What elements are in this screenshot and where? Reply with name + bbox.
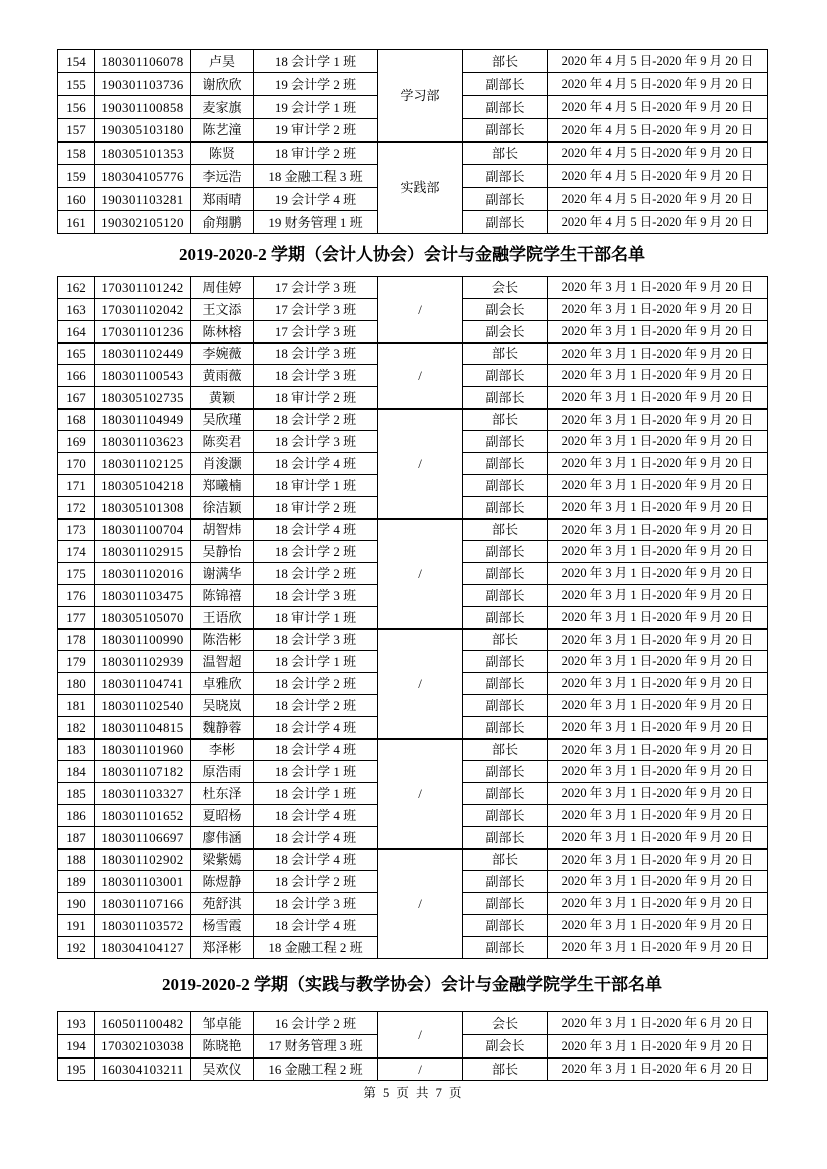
class-cell: 18 会计学 1 班 [254, 783, 378, 805]
department-cell: / [378, 519, 463, 629]
row-number-cell: 171 [58, 475, 95, 497]
table-row [58, 849, 768, 871]
term-cell: 2020 年 4 月 5 日-2020 年 9 月 20 日 [548, 73, 768, 96]
student-id-cell: 180301103475 [95, 585, 191, 607]
position-cell: 部长 [463, 1058, 548, 1081]
position-cell: 副部长 [463, 165, 548, 188]
class-cell: 18 审计学 2 班 [254, 387, 378, 409]
table-row [58, 50, 768, 73]
student-id-cell: 180305101308 [95, 497, 191, 519]
class-cell: 18 会计学 1 班 [254, 50, 378, 73]
student-name-cell: 吴欢仪 [191, 1058, 254, 1081]
student-name-cell: 黄颖 [191, 387, 254, 409]
row-number-cell: 193 [58, 1012, 95, 1035]
row-number-cell: 186 [58, 805, 95, 827]
row-number-cell: 176 [58, 585, 95, 607]
position-cell: 副会长 [463, 299, 548, 321]
term-cell: 2020 年 3 月 1 日-2020 年 9 月 20 日 [548, 783, 768, 805]
student-id-cell: 170301102042 [95, 299, 191, 321]
student-id-cell: 180301101960 [95, 739, 191, 761]
term-cell: 2020 年 3 月 1 日-2020 年 9 月 20 日 [548, 431, 768, 453]
table-row [58, 519, 768, 541]
term-cell: 2020 年 3 月 1 日-2020 年 9 月 20 日 [548, 475, 768, 497]
term-cell: 2020 年 3 月 1 日-2020 年 9 月 20 日 [548, 365, 768, 387]
position-cell: 副部长 [463, 453, 548, 475]
term-cell: 2020 年 3 月 1 日-2020 年 9 月 20 日 [548, 915, 768, 937]
term-cell: 2020 年 3 月 1 日-2020 年 9 月 20 日 [548, 849, 768, 871]
student-id-cell: 190302105120 [95, 211, 191, 234]
class-cell: 18 会计学 4 班 [254, 915, 378, 937]
student-id-cell: 180301107166 [95, 893, 191, 915]
student-id-cell: 180301102915 [95, 541, 191, 563]
student-name-cell: 李彬 [191, 739, 254, 761]
position-cell: 副会长 [463, 321, 548, 343]
class-cell: 18 会计学 4 班 [254, 739, 378, 761]
row-number-cell: 194 [58, 1035, 95, 1058]
row-number-cell: 155 [58, 73, 95, 96]
position-cell: 副部长 [463, 119, 548, 142]
position-cell: 副部长 [463, 387, 548, 409]
row-number-cell: 169 [58, 431, 95, 453]
row-number-cell: 166 [58, 365, 95, 387]
class-cell: 19 审计学 2 班 [254, 119, 378, 142]
table-row [58, 1012, 768, 1035]
row-number-cell: 195 [58, 1058, 95, 1081]
class-cell: 18 金融工程 3 班 [254, 165, 378, 188]
student-id-cell: 180305101353 [95, 142, 191, 165]
class-cell: 18 会计学 2 班 [254, 541, 378, 563]
class-cell: 18 审计学 2 班 [254, 142, 378, 165]
row-number-cell: 189 [58, 871, 95, 893]
row-number-cell: 163 [58, 299, 95, 321]
document-body [57, 49, 767, 1081]
position-cell: 副部长 [463, 73, 548, 96]
term-cell: 2020 年 4 月 5 日-2020 年 9 月 20 日 [548, 142, 768, 165]
student-id-cell: 180301106697 [95, 827, 191, 849]
student-name-cell: 胡智炜 [191, 519, 254, 541]
student-name-cell: 原浩雨 [191, 761, 254, 783]
department-cell: / [378, 629, 463, 739]
student-name-cell: 王语欣 [191, 607, 254, 629]
row-number-cell: 156 [58, 96, 95, 119]
student-name-cell: 麦家旗 [191, 96, 254, 119]
section-title: 2019-2020-2 学期（会计人协会）会计与金融学院学生干部名单 [178, 245, 646, 264]
student-name-cell: 吴欣瑾 [191, 409, 254, 431]
student-id-cell: 160304103211 [95, 1058, 191, 1081]
class-cell: 18 会计学 4 班 [254, 849, 378, 871]
student-id-cell: 180301103001 [95, 871, 191, 893]
term-cell: 2020 年 3 月 1 日-2020 年 9 月 20 日 [548, 321, 768, 343]
department-cell: / [378, 1058, 463, 1081]
student-id-cell: 180301100990 [95, 629, 191, 651]
term-cell: 2020 年 3 月 1 日-2020 年 9 月 20 日 [548, 827, 768, 849]
term-cell: 2020 年 3 月 1 日-2020 年 9 月 20 日 [548, 717, 768, 739]
department-cell: 学习部 [378, 50, 463, 142]
term-cell: 2020 年 3 月 1 日-2020 年 9 月 20 日 [548, 607, 768, 629]
position-cell: 副部长 [463, 673, 548, 695]
class-cell: 18 审计学 2 班 [254, 497, 378, 519]
department-cell: / [378, 739, 463, 849]
class-cell: 19 会计学 4 班 [254, 188, 378, 211]
class-cell: 16 会计学 2 班 [254, 1012, 378, 1035]
position-cell: 副部长 [463, 563, 548, 585]
student-name-cell: 肖浚灏 [191, 453, 254, 475]
student-id-cell: 190301100858 [95, 96, 191, 119]
position-cell: 副部长 [463, 937, 548, 959]
student-id-cell: 180301102540 [95, 695, 191, 717]
row-number-cell: 154 [58, 50, 95, 73]
table-row [58, 343, 768, 365]
class-cell: 18 会计学 4 班 [254, 717, 378, 739]
table-row [58, 1058, 768, 1081]
term-cell: 2020 年 3 月 1 日-2020 年 9 月 20 日 [548, 585, 768, 607]
student-id-cell: 180304105776 [95, 165, 191, 188]
row-number-cell: 175 [58, 563, 95, 585]
student-name-cell: 俞翔鹏 [191, 211, 254, 234]
class-cell: 18 金融工程 2 班 [254, 937, 378, 959]
student-id-cell: 180305105070 [95, 607, 191, 629]
term-cell: 2020 年 4 月 5 日-2020 年 9 月 20 日 [548, 50, 768, 73]
row-number-cell: 181 [58, 695, 95, 717]
student-name-cell: 陈浩彬 [191, 629, 254, 651]
term-cell: 2020 年 3 月 1 日-2020 年 9 月 20 日 [548, 805, 768, 827]
position-cell: 副部长 [463, 541, 548, 563]
student-id-cell: 180301102939 [95, 651, 191, 673]
row-number-cell: 173 [58, 519, 95, 541]
table-row [58, 142, 768, 165]
table-row [58, 277, 768, 299]
class-cell: 18 审计学 1 班 [254, 475, 378, 497]
roster-table-3 [57, 1011, 768, 1081]
student-id-cell: 180301104949 [95, 409, 191, 431]
student-name-cell: 周佳婷 [191, 277, 254, 299]
term-cell: 2020 年 3 月 1 日-2020 年 9 月 20 日 [548, 299, 768, 321]
row-number-cell: 183 [58, 739, 95, 761]
position-cell: 副部长 [463, 651, 548, 673]
term-cell: 2020 年 3 月 1 日-2020 年 6 月 20 日 [548, 1058, 768, 1081]
student-name-cell: 陈林榕 [191, 321, 254, 343]
student-name-cell: 陈晓艳 [191, 1035, 254, 1058]
term-cell: 2020 年 4 月 5 日-2020 年 9 月 20 日 [548, 211, 768, 234]
table-row [58, 629, 768, 651]
student-name-cell: 陈艺潼 [191, 119, 254, 142]
row-number-cell: 182 [58, 717, 95, 739]
student-name-cell: 吴静怡 [191, 541, 254, 563]
position-cell: 副部长 [463, 585, 548, 607]
student-name-cell: 吴晓岚 [191, 695, 254, 717]
class-cell: 18 会计学 2 班 [254, 871, 378, 893]
student-name-cell: 陈贤 [191, 142, 254, 165]
position-cell: 部长 [463, 343, 548, 365]
position-cell: 部长 [463, 629, 548, 651]
term-cell: 2020 年 3 月 1 日-2020 年 9 月 20 日 [548, 343, 768, 365]
position-cell: 副部长 [463, 717, 548, 739]
position-cell: 副部长 [463, 96, 548, 119]
student-id-cell: 190301103736 [95, 73, 191, 96]
class-cell: 18 会计学 3 班 [254, 585, 378, 607]
class-cell: 18 会计学 2 班 [254, 695, 378, 717]
term-cell: 2020 年 3 月 1 日-2020 年 9 月 20 日 [548, 541, 768, 563]
term-cell: 2020 年 3 月 1 日-2020 年 9 月 20 日 [548, 629, 768, 651]
student-id-cell: 180301102449 [95, 343, 191, 365]
class-cell: 18 会计学 1 班 [254, 651, 378, 673]
department-cell: / [378, 277, 463, 343]
class-cell: 18 会计学 4 班 [254, 827, 378, 849]
student-id-cell: 170301101242 [95, 277, 191, 299]
student-name-cell: 徐洁颖 [191, 497, 254, 519]
row-number-cell: 172 [58, 497, 95, 519]
position-cell: 副部长 [463, 761, 548, 783]
class-cell: 18 会计学 1 班 [254, 761, 378, 783]
class-cell: 18 会计学 2 班 [254, 673, 378, 695]
department-cell: / [378, 849, 463, 959]
student-name-cell: 黄雨薇 [191, 365, 254, 387]
student-name-cell: 李婉薇 [191, 343, 254, 365]
department-cell: 实践部 [378, 142, 463, 234]
table-row [58, 409, 768, 431]
row-number-cell: 190 [58, 893, 95, 915]
term-cell: 2020 年 4 月 5 日-2020 年 9 月 20 日 [548, 165, 768, 188]
student-name-cell: 卓雅欣 [191, 673, 254, 695]
class-cell: 19 财务管理 1 班 [254, 211, 378, 234]
position-cell: 部长 [463, 849, 548, 871]
position-cell: 副部长 [463, 695, 548, 717]
term-cell: 2020 年 3 月 1 日-2020 年 9 月 20 日 [548, 1035, 768, 1058]
department-cell: / [378, 1012, 463, 1058]
student-id-cell: 180301100543 [95, 365, 191, 387]
position-cell: 副部长 [463, 783, 548, 805]
class-cell: 18 会计学 4 班 [254, 805, 378, 827]
term-cell: 2020 年 3 月 1 日-2020 年 9 月 20 日 [548, 497, 768, 519]
row-number-cell: 157 [58, 119, 95, 142]
section-title: 2019-2020-2 学期（实践与教学协会）会计与金融学院学生干部名单 [161, 975, 663, 994]
term-cell: 2020 年 4 月 5 日-2020 年 9 月 20 日 [548, 119, 768, 142]
student-id-cell: 180301104741 [95, 673, 191, 695]
position-cell: 部长 [463, 50, 548, 73]
student-name-cell: 温智超 [191, 651, 254, 673]
row-number-cell: 158 [58, 142, 95, 165]
student-name-cell: 郑雨晴 [191, 188, 254, 211]
row-number-cell: 167 [58, 387, 95, 409]
term-cell: 2020 年 4 月 5 日-2020 年 9 月 20 日 [548, 96, 768, 119]
roster-table-2 [57, 276, 768, 959]
student-id-cell: 180305102735 [95, 387, 191, 409]
position-cell: 副部长 [463, 827, 548, 849]
student-name-cell: 郑曦楠 [191, 475, 254, 497]
term-cell: 2020 年 3 月 1 日-2020 年 9 月 20 日 [548, 937, 768, 959]
position-cell: 部长 [463, 739, 548, 761]
term-cell: 2020 年 3 月 1 日-2020 年 9 月 20 日 [548, 695, 768, 717]
position-cell: 副部长 [463, 497, 548, 519]
row-number-cell: 184 [58, 761, 95, 783]
class-cell: 18 会计学 3 班 [254, 365, 378, 387]
student-id-cell: 180301102902 [95, 849, 191, 871]
row-number-cell: 174 [58, 541, 95, 563]
position-cell: 会长 [463, 277, 548, 299]
term-cell: 2020 年 3 月 1 日-2020 年 9 月 20 日 [548, 739, 768, 761]
row-number-cell: 164 [58, 321, 95, 343]
position-cell: 副部长 [463, 188, 548, 211]
student-id-cell: 170302103038 [95, 1035, 191, 1058]
student-name-cell: 陈奕君 [191, 431, 254, 453]
row-number-cell: 187 [58, 827, 95, 849]
student-name-cell: 李远浩 [191, 165, 254, 188]
term-cell: 2020 年 3 月 1 日-2020 年 9 月 20 日 [548, 651, 768, 673]
term-cell: 2020 年 4 月 5 日-2020 年 9 月 20 日 [548, 188, 768, 211]
row-number-cell: 192 [58, 937, 95, 959]
class-cell: 17 财务管理 3 班 [254, 1035, 378, 1058]
class-cell: 19 会计学 1 班 [254, 96, 378, 119]
class-cell: 18 会计学 2 班 [254, 409, 378, 431]
student-name-cell: 杨雪霞 [191, 915, 254, 937]
row-number-cell: 165 [58, 343, 95, 365]
class-cell: 18 会计学 3 班 [254, 629, 378, 651]
student-id-cell: 180305104218 [95, 475, 191, 497]
row-number-cell: 180 [58, 673, 95, 695]
position-cell: 副部长 [463, 805, 548, 827]
class-cell: 18 会计学 3 班 [254, 893, 378, 915]
class-cell: 19 会计学 2 班 [254, 73, 378, 96]
student-name-cell: 苑舒淇 [191, 893, 254, 915]
class-cell: 18 会计学 4 班 [254, 519, 378, 541]
student-id-cell: 180301107182 [95, 761, 191, 783]
student-id-cell: 170301101236 [95, 321, 191, 343]
class-cell: 16 金融工程 2 班 [254, 1058, 378, 1081]
row-number-cell: 162 [58, 277, 95, 299]
term-cell: 2020 年 3 月 1 日-2020 年 9 月 20 日 [548, 453, 768, 475]
department-cell: / [378, 343, 463, 409]
student-name-cell: 王文添 [191, 299, 254, 321]
student-name-cell: 陈锦禧 [191, 585, 254, 607]
student-id-cell: 180301102125 [95, 453, 191, 475]
student-id-cell: 180301102016 [95, 563, 191, 585]
student-id-cell: 180301103623 [95, 431, 191, 453]
table-row [58, 739, 768, 761]
student-id-cell: 180301100704 [95, 519, 191, 541]
class-cell: 18 会计学 2 班 [254, 563, 378, 585]
position-cell: 部长 [463, 409, 548, 431]
term-cell: 2020 年 3 月 1 日-2020 年 9 月 20 日 [548, 871, 768, 893]
position-cell: 副部长 [463, 475, 548, 497]
position-cell: 副部长 [463, 365, 548, 387]
term-cell: 2020 年 3 月 1 日-2020 年 9 月 20 日 [548, 387, 768, 409]
student-name-cell: 梁紫嫣 [191, 849, 254, 871]
class-cell: 18 会计学 4 班 [254, 453, 378, 475]
row-number-cell: 179 [58, 651, 95, 673]
row-number-cell: 160 [58, 188, 95, 211]
roster-table-1 [57, 49, 768, 234]
class-cell: 18 审计学 1 班 [254, 607, 378, 629]
row-number-cell: 161 [58, 211, 95, 234]
position-cell: 部长 [463, 142, 548, 165]
term-cell: 2020 年 3 月 1 日-2020 年 9 月 20 日 [548, 277, 768, 299]
position-cell: 副部长 [463, 607, 548, 629]
position-cell: 会长 [463, 1012, 548, 1035]
row-number-cell: 185 [58, 783, 95, 805]
department-cell: / [378, 409, 463, 519]
class-cell: 17 会计学 3 班 [254, 277, 378, 299]
student-id-cell: 180301101652 [95, 805, 191, 827]
row-number-cell: 168 [58, 409, 95, 431]
term-cell: 2020 年 3 月 1 日-2020 年 9 月 20 日 [548, 563, 768, 585]
term-cell: 2020 年 3 月 1 日-2020 年 6 月 20 日 [548, 1012, 768, 1035]
position-cell: 副会长 [463, 1035, 548, 1058]
row-number-cell: 159 [58, 165, 95, 188]
student-name-cell: 魏静蓉 [191, 717, 254, 739]
class-cell: 17 会计学 3 班 [254, 321, 378, 343]
class-cell: 18 会计学 3 班 [254, 343, 378, 365]
student-name-cell: 谢满华 [191, 563, 254, 585]
student-id-cell: 180301104815 [95, 717, 191, 739]
student-id-cell: 190305103180 [95, 119, 191, 142]
position-cell: 副部长 [463, 893, 548, 915]
student-name-cell: 郑泽彬 [191, 937, 254, 959]
student-id-cell: 180301103572 [95, 915, 191, 937]
position-cell: 副部长 [463, 211, 548, 234]
student-id-cell: 160501100482 [95, 1012, 191, 1035]
student-id-cell: 180301103327 [95, 783, 191, 805]
student-name-cell: 杜东泽 [191, 783, 254, 805]
term-cell: 2020 年 3 月 1 日-2020 年 9 月 20 日 [548, 893, 768, 915]
term-cell: 2020 年 3 月 1 日-2020 年 9 月 20 日 [548, 409, 768, 431]
student-name-cell: 邹卓能 [191, 1012, 254, 1035]
position-cell: 部长 [463, 519, 548, 541]
student-name-cell: 谢欣欣 [191, 73, 254, 96]
position-cell: 副部长 [463, 871, 548, 893]
row-number-cell: 178 [58, 629, 95, 651]
page-number: 第 5 页 共 7 页 [363, 1086, 464, 1100]
student-id-cell: 180304104127 [95, 937, 191, 959]
student-id-cell: 190301103281 [95, 188, 191, 211]
class-cell: 18 会计学 3 班 [254, 431, 378, 453]
row-number-cell: 188 [58, 849, 95, 871]
row-number-cell: 191 [58, 915, 95, 937]
position-cell: 副部长 [463, 915, 548, 937]
student-name-cell: 卢昊 [191, 50, 254, 73]
student-name-cell: 陈煜静 [191, 871, 254, 893]
term-cell: 2020 年 3 月 1 日-2020 年 9 月 20 日 [548, 673, 768, 695]
position-cell: 副部长 [463, 431, 548, 453]
term-cell: 2020 年 3 月 1 日-2020 年 9 月 20 日 [548, 761, 768, 783]
student-name-cell: 廖伟涵 [191, 827, 254, 849]
student-id-cell: 180301106078 [95, 50, 191, 73]
term-cell: 2020 年 3 月 1 日-2020 年 9 月 20 日 [548, 519, 768, 541]
student-name-cell: 夏昭杨 [191, 805, 254, 827]
class-cell: 17 会计学 3 班 [254, 299, 378, 321]
row-number-cell: 177 [58, 607, 95, 629]
row-number-cell: 170 [58, 453, 95, 475]
